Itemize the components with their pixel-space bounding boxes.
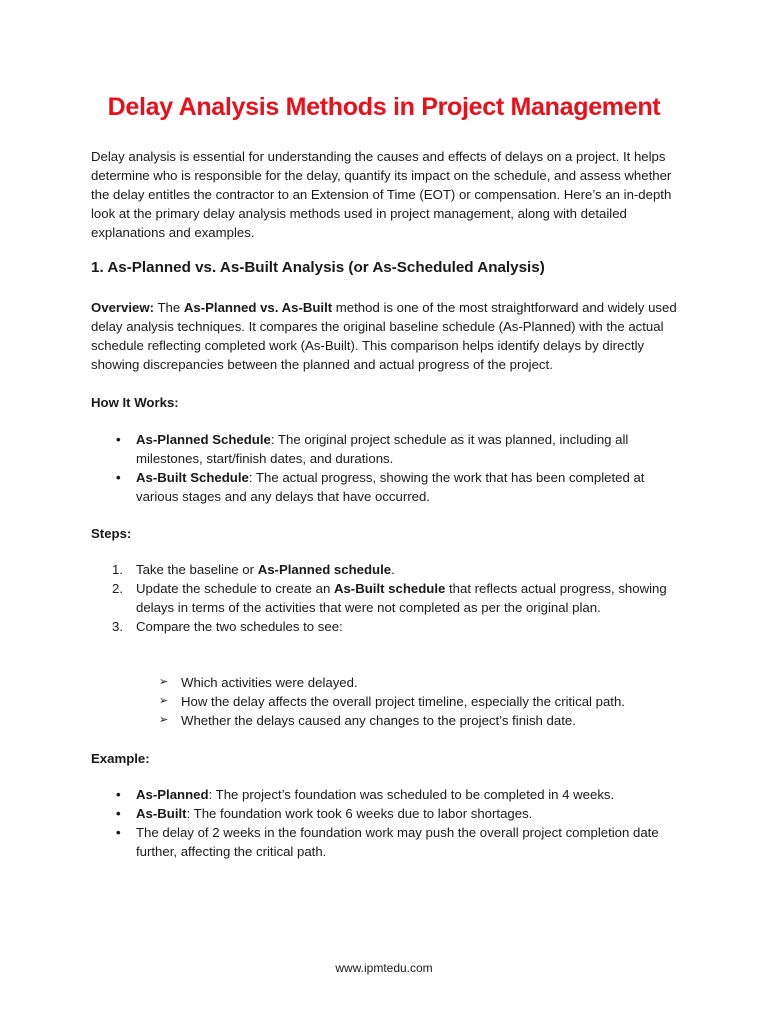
list-item (116, 468, 676, 506)
step-text: Compare the two schedules to see: (136, 619, 343, 634)
sub-list-text: Which activities were delayed. (181, 675, 358, 690)
overview-paragraph (91, 298, 681, 374)
step-text-end: that reflects actual progress, showing delays in terms of the activities that were not completed as per the original plan. (136, 581, 667, 615)
page-title: Delay Analysis Methods in Project Management (107, 93, 661, 121)
list-item-term: As-Built (136, 806, 187, 821)
bullet-icon: • (116, 806, 121, 821)
how-it-works-label: How It Works: (91, 395, 179, 410)
list-item-text: : The project’s foundation was scheduled to be completed in 4 weeks. (208, 787, 615, 802)
step-bold-term: As-Built schedule (333, 581, 446, 596)
steps-list (112, 560, 676, 636)
list-item-text: : The actual progress, showing the work that has been completed at various stages and any delays that have occurred. (136, 470, 645, 504)
bullet-icon: • (116, 825, 121, 840)
step-text: Update the schedule to create an (136, 581, 334, 596)
list-item-term: As-Planned Schedule (136, 432, 271, 447)
how-it-works-list (116, 430, 676, 506)
example-label: Example: (91, 751, 150, 766)
arrow-bullet-icon: ➢ (159, 714, 169, 726)
sub-list-item (159, 692, 681, 711)
list-item-term: As-Built Schedule (136, 470, 249, 485)
overview-text-2: method is one of the most straightforward and widely used delay analysis techniques. It compares the original baseline schedule (As-Planned) with the actual schedule reflecting completed work (As-Built). This comparison helps identify delays by directly showing discrepancies between the planned and actual progress of the project. (91, 300, 677, 372)
step-item (112, 617, 676, 636)
overview-label: Overview: (91, 300, 155, 315)
overview-bold-term: As-Planned vs. As-Built (183, 300, 333, 315)
steps-label: Steps: (91, 526, 132, 541)
sub-list-text: How the delay affects the overall project timeline, especially the critical path. (181, 694, 625, 709)
example-list (116, 785, 676, 861)
step-item (112, 579, 676, 617)
list-item (116, 430, 676, 468)
list-item-text: : The foundation work took 6 weeks due to labor shortages. (186, 806, 533, 821)
step-text: Take the baseline or (136, 562, 258, 577)
arrow-bullet-icon: ➢ (159, 676, 169, 688)
step-number: 1. (112, 562, 123, 577)
arrow-bullet-icon: ➢ (159, 695, 169, 707)
sub-list-item (159, 711, 681, 730)
section-heading: 1. As-Planned vs. As-Built Analysis (or As-Scheduled Analysis) (91, 259, 545, 276)
list-item-text: : The original project schedule as it was planned, including all milestones, start/finish dates, and durations. (136, 432, 629, 466)
comparison-sublist (159, 673, 681, 730)
list-item-term: As-Planned (136, 787, 209, 802)
overview-text-1: The (154, 300, 184, 315)
bullet-icon: • (116, 470, 121, 485)
bullet-icon: • (116, 432, 121, 447)
sub-list-item (159, 673, 681, 692)
sub-list-text: Whether the delays caused any changes to the project’s finish date. (181, 713, 576, 728)
step-text-end: . (391, 562, 395, 577)
list-item (116, 823, 676, 861)
footer-url: www.ipmtedu.com (335, 961, 433, 975)
step-item (112, 560, 676, 579)
step-number: 2. (112, 581, 123, 596)
step-number: 3. (112, 619, 123, 634)
bullet-icon: • (116, 787, 121, 802)
list-item (116, 804, 676, 823)
intro-paragraph: Delay analysis is essential for understanding the causes and effects of delays on a project. It helps determine who is responsible for the delay, quantify its impact on the schedule, and assess whether the delay entitles the contractor to an Extension of Time (EOT) or compensation. Here’s an in-depth look at the primary delay analysis methods used in project management, along with detailed explanations and examples. (91, 149, 672, 240)
list-item-text: The delay of 2 weeks in the foundation work may push the overall project completion date further, affecting the critical path. (136, 825, 659, 859)
step-bold-term: As-Planned schedule (257, 562, 392, 577)
list-item (116, 785, 676, 804)
